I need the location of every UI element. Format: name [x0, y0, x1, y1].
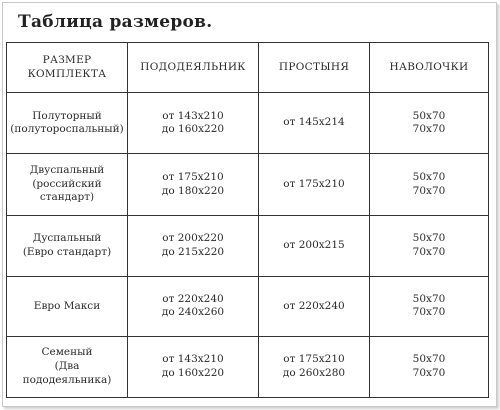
row-set-name: Дуспальный (Евро стандарт)	[7, 215, 128, 276]
table-row	[7, 277, 489, 336]
table-row	[7, 336, 489, 397]
row-sheet-size: от 220х240	[259, 277, 370, 336]
row-sheet-size: от 175х210	[259, 154, 370, 215]
page-title: Таблица размеров.	[18, 12, 213, 32]
row-duvet-size: от 220х240 до 240х260	[128, 277, 259, 336]
header-sheet: ПРОСТЫНЯ	[259, 43, 370, 93]
row-pillowcase-size: 50х70 70х70	[370, 93, 489, 154]
header-pillowcases: НАВОЛОЧКИ	[370, 43, 489, 93]
header-duvet: ПОДОДЕЯЛЬНИК	[128, 43, 259, 93]
table-header-row	[7, 43, 489, 93]
row-sheet-size: от 145х214	[259, 93, 370, 154]
row-set-name: Евро Макси	[7, 277, 128, 336]
row-duvet-size: от 143х210 до 160х220	[128, 93, 259, 154]
table-row	[7, 93, 489, 154]
row-pillowcase-size: 50х70 70х70	[370, 215, 489, 276]
row-sheet-size: от 200х215	[259, 215, 370, 276]
size-table	[6, 42, 489, 398]
header-set-size: РАЗМЕР КОМПЛЕКТА	[7, 43, 128, 93]
row-set-name: Семеный (Два пододеяльника)	[7, 336, 128, 397]
row-duvet-size: от 143х210 до 160х220	[128, 336, 259, 397]
row-set-name: Полуторный (полутороспальный)	[7, 93, 128, 154]
row-pillowcase-size: 50х70 70х70	[370, 154, 489, 215]
row-pillowcase-size: 50х70 70х70	[370, 277, 489, 336]
row-duvet-size: от 200х220 до 215х220	[128, 215, 259, 276]
row-duvet-size: от 175х210 до 180х220	[128, 154, 259, 215]
row-sheet-size: от 175х210 до 260х280	[259, 336, 370, 397]
table-row	[7, 215, 489, 276]
row-set-name: Двуспальный (российский стандарт)	[7, 154, 128, 215]
row-pillowcase-size: 50х70 70х70	[370, 336, 489, 397]
table-row	[7, 154, 489, 215]
